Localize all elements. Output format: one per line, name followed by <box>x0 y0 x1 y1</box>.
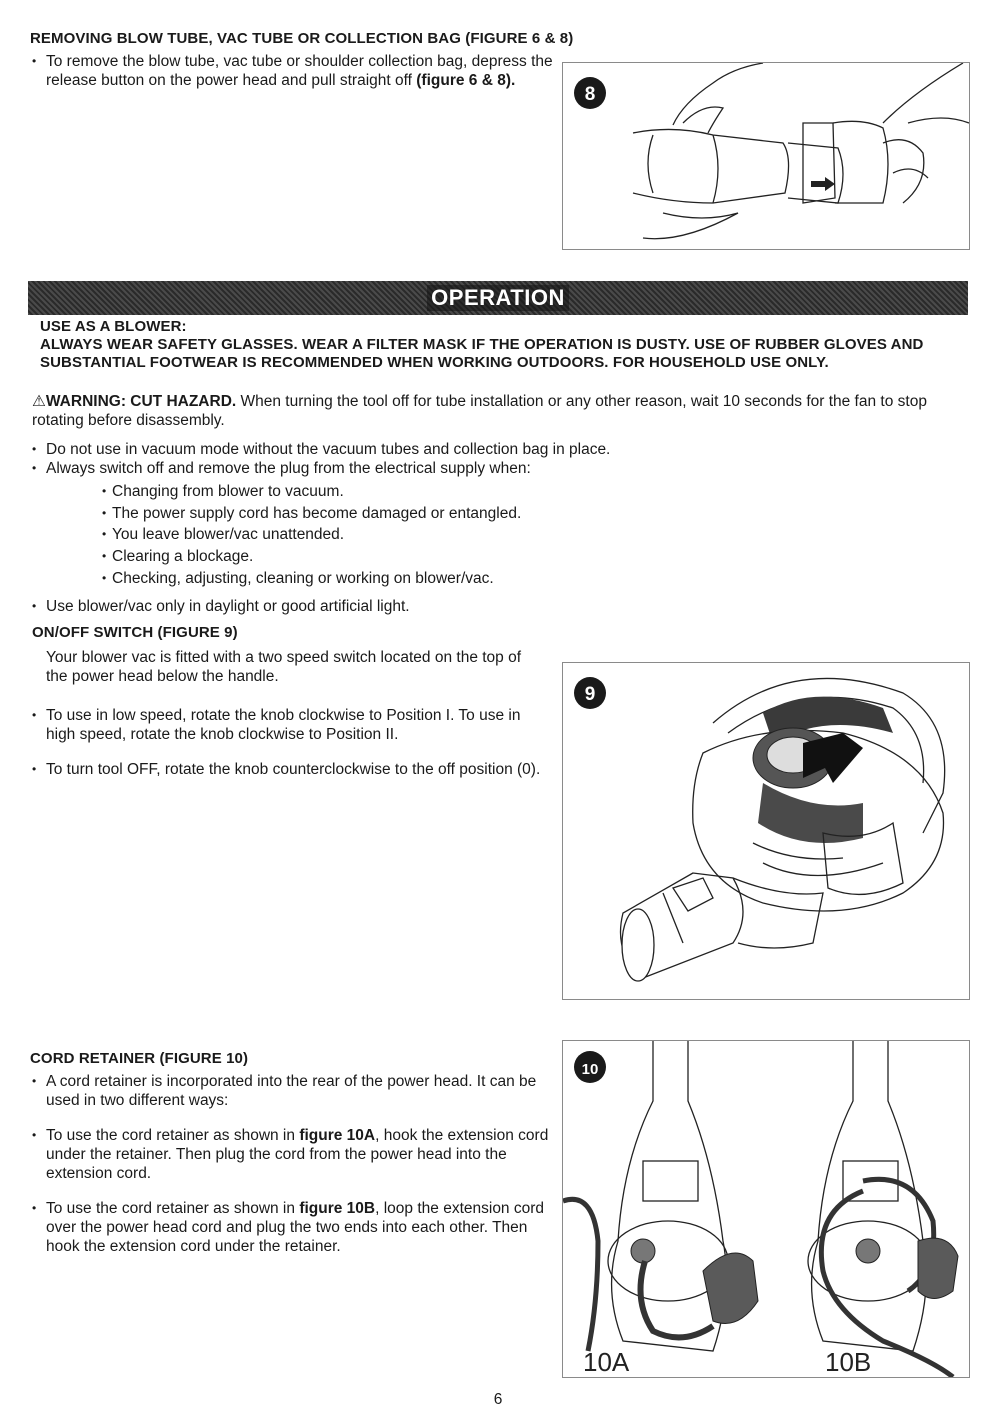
list-item: • The power supply cord has become damaged or entangled. <box>102 503 802 525</box>
onoff-bullets <box>30 706 545 779</box>
operation-banner <box>28 281 968 315</box>
list-item: • Clearing a blockage. <box>102 546 802 568</box>
list-item <box>30 1199 550 1256</box>
figure-10-illustration <box>563 1041 969 1377</box>
figure-10 <box>562 1040 970 1378</box>
blower-bullets <box>30 440 930 478</box>
section-heading-removing: REMOVING BLOW TUBE, VAC TUBE OR COLLECTION BAG (FIGURE 6 & 8) <box>30 30 574 47</box>
cord-bullets <box>30 1072 550 1256</box>
removing-bullet-text: To remove the blow tube, vac tube or shoulder collection bag, depress the release button on the power head and pull straight off <box>46 53 553 89</box>
warning-label: WARNING: CUT HAZARD. <box>45 393 237 410</box>
daylight-bullet <box>30 597 930 616</box>
list-item: • You leave blower/vac unattended. <box>102 524 802 546</box>
list-item: • Use blower/vac only in daylight or good artificial light. <box>30 597 930 616</box>
figure-8-badge: 8 <box>584 84 596 105</box>
cord-bullet2-ref: figure 10A <box>299 1127 376 1144</box>
list-item <box>30 1072 550 1110</box>
safety-warning-text: ALWAYS WEAR SAFETY GLASSES. WEAR A FILTER MASK IF THE OPERATION IS DUSTY. USE OF RUBBER GLOVES AND SUBSTANTIAL FOOTWEAR IS RECOMMENDED WHEN WORKING OUTDOORS. FOR HOUSEHOLD USE ONLY. <box>40 336 924 371</box>
list-item: • Do not use in vacuum mode without the vacuum tubes and collection bag in place. <box>30 440 930 459</box>
figure-10a-label: 10A <box>583 1347 630 1377</box>
figure-10b-label: 10B <box>825 1347 872 1377</box>
figure-9 <box>562 662 970 1000</box>
onoff-heading: ON/OFF SWITCH (FIGURE 9) <box>32 624 238 641</box>
cord-heading: CORD RETAINER (FIGURE 10) <box>30 1050 249 1067</box>
list-item <box>30 1126 550 1183</box>
cord-bullet2-pre: To use the cord retainer as shown in <box>46 1127 300 1144</box>
use-as-blower-heading: USE AS A BLOWER: <box>40 318 187 335</box>
operation-title: OPERATION <box>427 285 569 311</box>
figure-9-badge: 9 <box>584 684 596 705</box>
figure-8-illustration <box>563 63 969 249</box>
figure-8 <box>562 62 970 250</box>
cut-hazard-warning <box>32 392 962 430</box>
list-item: • Always switch off and remove the plug from the electrical supply when: <box>30 459 930 478</box>
removing-figure-ref: (figure 6 & 8). <box>416 72 516 89</box>
page-number: 6 <box>493 1391 503 1408</box>
list-item: • Checking, adjusting, cleaning or working on blower/vac. <box>102 568 802 590</box>
figure-10-badge: 10 <box>581 1061 599 1078</box>
list-item: • To use in low speed, rotate the knob clockwise to Position I. To use in high speed, rotate the knob clockwise to Position II. <box>30 706 545 744</box>
cord-bullet1-text: A cord retainer is incorporated into the rear of the power head. It can be used in two different ways: <box>46 1073 537 1109</box>
blower-sub-bullets <box>102 481 802 590</box>
onoff-intro: Your blower vac is fitted with a two speed switch located on the top of the power head below the handle. <box>46 649 522 685</box>
warning-icon: ⚠ <box>32 393 46 410</box>
warning-text: When turning the tool off for tube installation or any other reason, wait 10 seconds for the fan to stop rotating before disassembly. <box>32 393 927 429</box>
cord-bullet3-post: , loop the extension cord over the power head cord and plug the two ends into each other. Then hook the extension cord under the retainer. <box>46 1200 545 1255</box>
list-item: • Changing from blower to vacuum. <box>102 481 802 503</box>
cord-bullet2-post: , hook the extension cord under the retainer. Then plug the cord from the power head into the extension cord. <box>46 1127 549 1182</box>
removing-bullet <box>30 52 555 90</box>
list-item: • To turn tool OFF, rotate the knob counterclockwise to the off position (0). <box>30 760 545 779</box>
cord-bullet3-ref: figure 10B <box>299 1200 376 1217</box>
cord-bullet3-pre: To use the cord retainer as shown in <box>46 1200 300 1217</box>
figure-9-illustration <box>563 663 969 999</box>
